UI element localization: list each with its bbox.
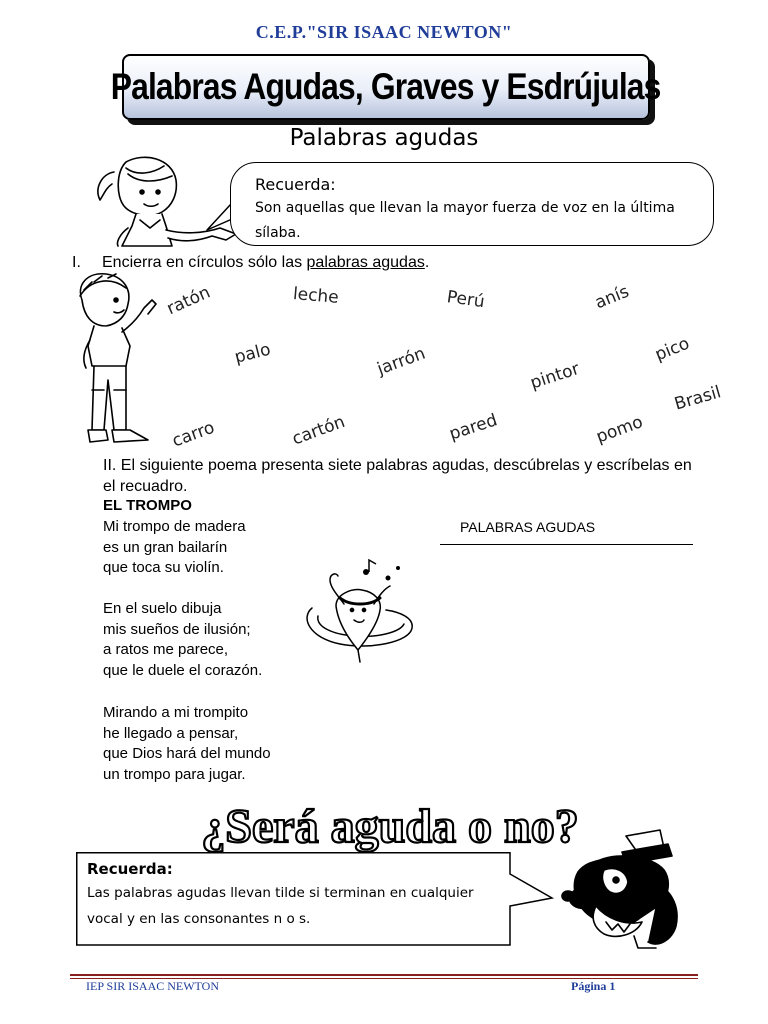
question-title: ¿Será aguda o no? — [201, 800, 579, 853]
poem-title: EL TROMPO — [103, 497, 192, 514]
recuerda-2-label: Recuerda: — [87, 860, 173, 878]
footer-school: IEP SIR ISAAC NEWTON — [86, 979, 220, 993]
answer-line[interactable] — [440, 544, 693, 545]
word-peru[interactable]: Perú — [445, 287, 486, 313]
recuerda-2-text: Las palabras agudas llevan tilde si terminan en cualquier vocal y en las consonantes n o s. — [87, 885, 474, 927]
poem-line: es un gran bailarín — [103, 538, 228, 556]
word-leche[interactable]: leche — [292, 284, 340, 308]
poem-line: que Dios hará del mundo — [103, 745, 271, 762]
word-raton[interactable]: ratón — [163, 282, 214, 320]
exercise-1-number: I. — [72, 254, 81, 271]
word-anis[interactable]: anís — [592, 281, 632, 314]
word-carro[interactable]: carro — [169, 417, 218, 452]
word-pared[interactable]: pared — [446, 410, 500, 445]
recuerda-bubble — [230, 162, 714, 246]
exercise-1-instruction: I. Encierra en círculos sólo las palabras agudas. — [72, 254, 430, 271]
exercise-1-text: Encierra en círculos sólo las — [102, 254, 307, 271]
poem-stanza-3 — [103, 703, 271, 785]
answer-box-label: PALABRAS AGUDAS — [460, 519, 596, 535]
footer-page-number: Página 1 — [571, 979, 616, 993]
word-brasil[interactable]: Brasil — [672, 382, 724, 415]
goofy-illustration-icon — [560, 826, 690, 951]
word-pomo[interactable]: pomo — [593, 412, 646, 448]
boy-illustration-icon — [70, 270, 165, 455]
school-name: C.E.P."SIR ISAAC NEWTON" — [255, 22, 513, 42]
exercise-2-instruction: II. El siguiente poema presenta siete palabras agudas, descúbrelas y escríbelas en el recuadro. — [103, 457, 692, 495]
recuerda-label: Recuerda: — [255, 175, 336, 194]
poem-line: que toca su violín. — [103, 559, 224, 576]
poem-line: Mirando a mi trompito — [103, 704, 249, 721]
word-pintor[interactable]: pintor — [527, 358, 582, 394]
word-carton[interactable]: cartón — [289, 411, 348, 450]
question-title-art — [180, 792, 600, 858]
poem-line: he llegado a pensar, — [103, 724, 239, 742]
poem-stanza-2 — [103, 599, 262, 681]
banner-title: Palabras Agudas, Graves y Esdrújulas — [111, 66, 661, 107]
poem-line: mis sueños de ilusión; — [103, 620, 251, 638]
poem-stanza-1 — [103, 517, 246, 579]
poem-line: Mi trompo de madera — [103, 518, 246, 535]
word-jarron[interactable]: jarrón — [374, 343, 429, 380]
poem-line: un trompo para jugar. — [103, 765, 246, 783]
recuerda-definition: Son aquellas que llevan la mayor fuerza de voz en la última sílaba. — [255, 200, 675, 241]
word-pico[interactable]: pico — [652, 333, 693, 366]
spinning-top-icon — [300, 558, 420, 668]
poem-line: que le duele el corazón. — [103, 661, 263, 679]
exercise-1-underlined: palabras agudas — [306, 254, 425, 271]
footer-rule-top — [70, 974, 698, 976]
poem-line: a ratos me parece, — [103, 641, 229, 658]
title-banner — [111, 54, 661, 120]
word-palo[interactable]: palo — [232, 339, 273, 368]
poem-line: En el suelo dibuja — [103, 600, 222, 617]
recuerda-2-content — [76, 852, 506, 944]
section-subtitle: Palabras agudas — [289, 125, 479, 151]
